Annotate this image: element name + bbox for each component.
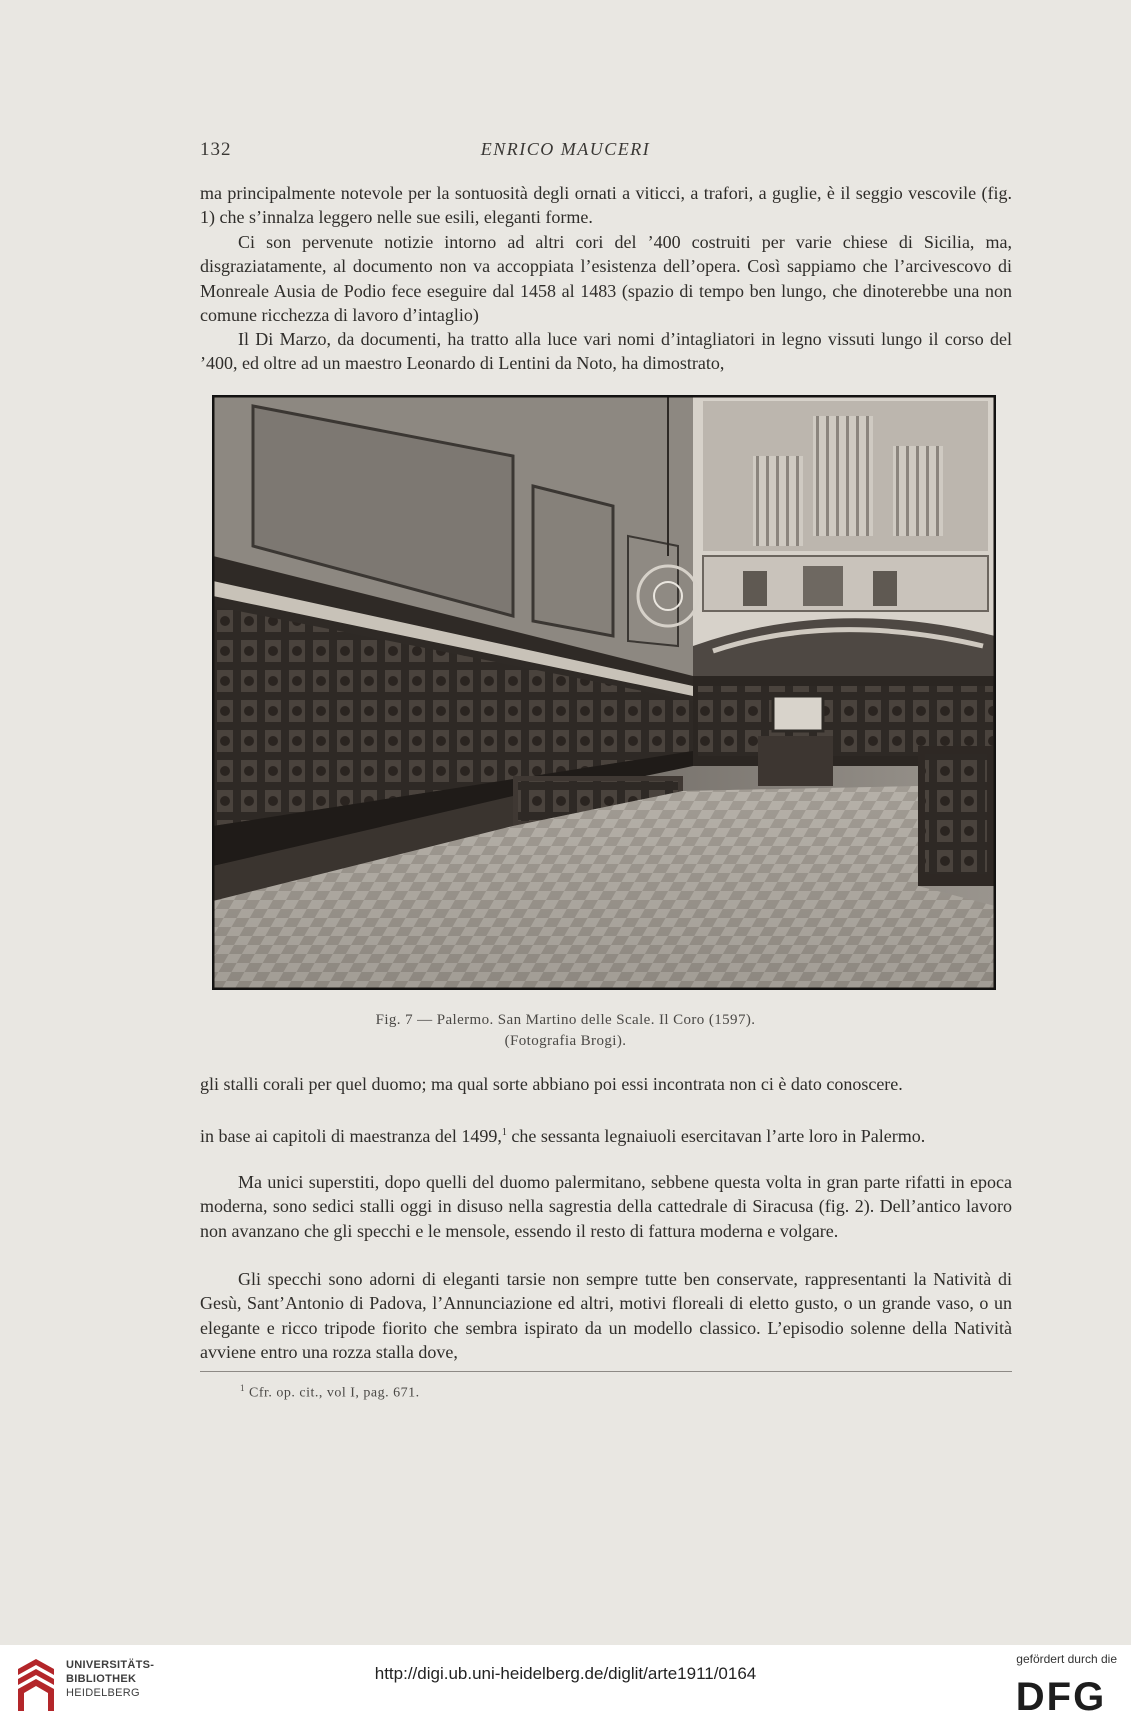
library-line-3: HEIDELBERG xyxy=(66,1687,140,1699)
footnote-mark: 1 xyxy=(240,1383,245,1393)
paragraph-6: Ma unici superstiti, dopo quelli del duomo palermitano, sebbene questa volta in gran parte rifatti in epoca moderna, sono sedici stalli oggi in disuso nella sagrestia della cattedrale di Siracusa (fig. 2). Dell’antico lavoro non avanzano che gli specchi e le mensole, essendo il resto di fattura moderna e volgare. xyxy=(200,1172,1012,1241)
permalink-url[interactable]: http://digi.ub.uni-heidelberg.de/diglit/arte1911/0164 xyxy=(374,1664,757,1683)
paragraph-5-end: che sessanta legnaiuoli esercitavan l’arte loro in Palermo. xyxy=(506,1126,926,1146)
running-title: ENRICO MAUCERI xyxy=(480,139,651,159)
footer-bar xyxy=(0,1645,1131,1725)
paragraph-2: Ci son pervenute notizie intorno ad altri cori del ’400 costruiti per varie chiese di Sicilia, ma, disgraziatamente, al documento non va accoppiata l’esistenza dell’opera. Così sappiamo che l’arcivescovo di Monreale Ausia de Podio fece eseguire dal 1458 al 1483 (spazio di tempo ben lungo, che dinoterebbe una non comune ricchezza di lavoro d’intaglio) xyxy=(200,232,1012,325)
footnote-reference[interactable]: 1 xyxy=(501,1127,507,1138)
paragraph-3: Il Di Marzo, da documenti, ha tratto alla luce vari nomi d’intagliatori in legno vissuti lungo il corso del ’400, ed oltre ad un maestro Leonardo di Lentini da Noto, ha dimostrato, xyxy=(200,329,1012,374)
dfg-logo-icon[interactable] xyxy=(1005,1674,1117,1716)
footnote xyxy=(240,1383,420,1402)
caption-line-1: Fig. 7 — Palermo. San Martino delle Scale. Il Coro (1597). xyxy=(375,1012,756,1028)
paragraph-5 xyxy=(200,1121,1012,1148)
choir-photograph xyxy=(212,395,996,990)
paragraph-5-start: in base ai capitoli di maestranza del 1499, xyxy=(200,1126,502,1146)
footnote-rule xyxy=(200,1371,1012,1372)
library-line-1: UNIVERSITÄTS- xyxy=(66,1659,155,1671)
dfg-logo-text: DFG xyxy=(1015,1675,1107,1716)
page-number: 132 xyxy=(200,139,232,160)
caption-line-2: (Fotografia Brogi). xyxy=(504,1033,627,1049)
funding-note: gefördert durch die xyxy=(1016,1652,1117,1666)
paragraph-4: gli stalli corali per quel duomo; ma qual sorte abbiano poi essi incontrata non ci è dato conoscere. xyxy=(200,1074,903,1094)
library-line-2: BIBLIOTHEK xyxy=(66,1673,137,1685)
figure-caption xyxy=(0,1010,1131,1052)
footnote-text: Cfr. op. cit., vol I, pag. 671. xyxy=(249,1385,420,1401)
paragraph-7: Gli specchi sono adorni di eleganti tarsie non sempre tutte ben conservate, rappresentanti la Natività di Gesù, Sant’Antonio di Padova, l’Annunciazione ed altri, motivi floreali di eletto gusto, o un grande vaso, o un elegante e ricco tripode fiorito che sembra ispirato da un modello classico. L’episodio solenne della Natività avviene entro una rozza stalla dove, xyxy=(200,1269,1012,1362)
paragraph-1: ma principalmente notevole per la sontuosità degli ornati a viticci, a trafori, a guglie, è il seggio vescovile (fig. 1) che s’innalza leggero nelle sue esili, eleganti forme. xyxy=(200,183,1012,228)
